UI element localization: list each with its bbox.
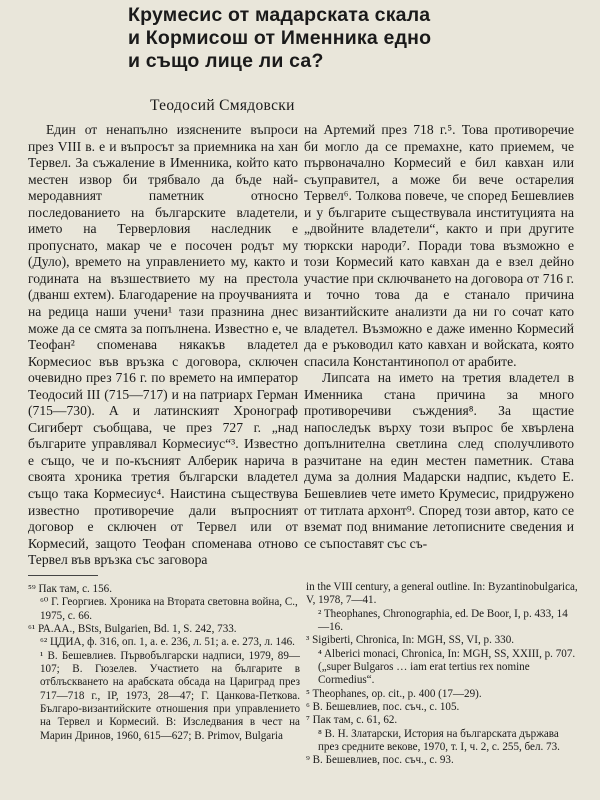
footnote: ⁸ В. Н. Златарски, История на българската държава през средните векове, 1970, т. I, ч. 2, с. 255, бел. 73. — [318, 727, 560, 754]
body-paragraph: Липсата на името на третия владетел в Именника стана причина за много противоречиви съждения⁸. За щастие напоследък върху този въпрос бе хвърлена допълнителна светлина след сполучливото разчитане на един местен паметник. Става дума за долния Мадарски надпис, където Е. Бешевлиев чете името Крумесис, придружено от титлата архонт⁹. Според този автор, като се вземат под внимание летописните сведения и се съпоставят със съ- — [304, 370, 574, 551]
footnote: ⁴ Alberici monaci, Chronica, In: MGH, SS, XXIII, p. 707. („super Bulgaros … iam erat tertius rex nomine Cormedius“. — [318, 647, 576, 687]
footnote: ⁷ Пак там, с. 61, 62. — [306, 714, 398, 727]
title-line: и Кормисош от Именника едно — [128, 27, 432, 49]
footnote: ⁹ В. Бешевлиев, пос. съч., с. 93. — [306, 754, 454, 767]
footnote: ¹ В. Бешевлиев. Първобългарски надписи, 1979, 89—107; В. Гюзелев. Участието на българите в отблъскването на арабската обсада на Цариград през 717—718 г., IP, 1973, 28—47; Г. Цанкова-Петкова. Българо-византийските отношения при управлението на Тервел и Кормесий. В: Изследвания в чест на Марин Дринов, 1960, 615—627; В. Primov, Bulgaria — [40, 649, 300, 742]
footnote: in the VIII century, a general outline. In: Byzantinobulgarica, V, 1978, 7—41. — [306, 581, 578, 607]
footnote: ⁶² ЦДИА, ф. 316, оп. 1, а. е. 236, л. 51; а. е. 273, л. 146. — [40, 636, 295, 649]
footnote-divider — [28, 575, 98, 576]
body-paragraph: на Артемий през 718 г.⁵. Това противоречие би могло да се премахне, като приемем, че първоначално Кормесий е бил кавхан или съуправител, а може би вече остарелия Тервел⁶. Толкова повече, че според Бешевлиев и у българите съществувала институцията на „двойните владетели“, както и при другите тюркски народи⁷. Поради това възможно е този Кормесий като кавхан да е взел дейно участие при сключването на договора от 716 г. и точно това да е станало причина византийските анализти да ни го сочат като владетел. Възможно е даже именно Кормесий да е ръководил като кавхан и войската, която спасила Константинопол от арабите. — [304, 122, 574, 369]
footnote: ⁵⁹ Пак там, с. 156. — [28, 583, 112, 595]
footnotes-left — [28, 583, 300, 743]
title-line: Крумесис от мадарската скала — [128, 4, 431, 26]
body-paragraph: Един от ненапълно изяснените въпроси през VIII в. е и въпросът за приемника на хан Тервел. За съжаление в Именника, който като местен извор би трябвало да бъде най-меродавният паметник относно последованието на българските владетели, името на Терверловия наследник е пропуснато, макар че е посочен родът му (Дуло), времето на управлението му, както и годината на възшествието му на престола (дванш ехтем). Благодарение на проучванията на редица наши учени¹ тази празнина днес може да се смята за попълнена. Известно е, че Теофан² споменава някакъв владетел Кормесиос във връзка с договора, сключен очевидно през 716 г. по времето на император Теодосий III (715—717) и на патриарх Герман (715—730). А и латинският Хронограф Сигиберт съобщава, че през 727 г. „над българите управлявал Кормесиус“³. Известно е също, че и по-късният Алберик нарича в своята хроника третия български владетел също така Кормесиус⁴. Наистина съществува известно противоречие дали въпросният договор е сключен от Тервел или от Кормесий, защото Теофан споменава отново Тервел във връзка със заговора — [28, 122, 298, 568]
article-author: Теодосий Смядовски — [150, 97, 295, 114]
footnote: ⁶ В. Бешевлиев, пос. съч., с. 105. — [306, 701, 460, 714]
footnote: ⁶¹ РА.АА., BSts, Bulgarien, Bd. 1, S. 242, 733. — [28, 623, 237, 636]
body-column-left — [28, 122, 298, 569]
footnote: ³ Sigiberti, Chronica, In: MGH, SS, VI, p. 330. — [306, 634, 515, 647]
title-line: и също лице ли са? — [128, 50, 324, 72]
footnote: ² Theophanes, Chronographia, ed. De Boor, I, p. 433, 14—16. — [318, 607, 568, 634]
footnotes-right — [306, 581, 578, 768]
footnote: ⁶⁰ Г. Георгиев. Хроника на Втората световна война, С., 1975, с. 66. — [40, 596, 298, 622]
body-column-right — [304, 122, 574, 552]
article-title — [128, 4, 478, 73]
footnote: ⁵ Theophanes, op. cit., p. 400 (17—29). — [306, 687, 482, 700]
